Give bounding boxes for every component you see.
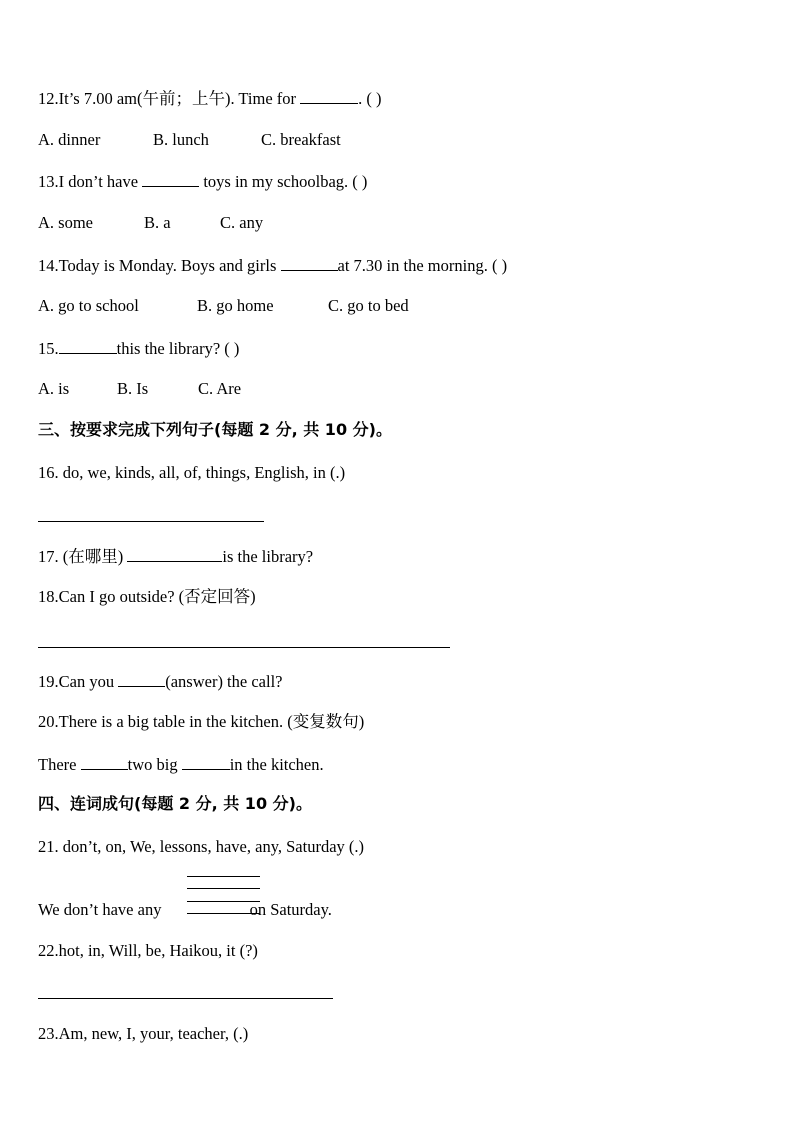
q12-option-c[interactable]: C. breakfast — [261, 130, 341, 149]
q15-option-a[interactable]: A. is — [38, 379, 70, 398]
q18-answer-line[interactable] — [38, 647, 450, 648]
q21-answer-end: on Saturday. — [249, 900, 332, 919]
q20-answer-mid: two big — [127, 755, 178, 774]
q20-answer — [38, 754, 324, 775]
question-16: 16. do, we, kinds, all, of, things, English, in (.) — [38, 463, 346, 482]
q15-stem: 15. — [38, 339, 59, 358]
q13-option-b[interactable]: B. a — [144, 213, 171, 232]
q20-answer-start: There — [38, 755, 77, 774]
q20-blank-2[interactable] — [182, 754, 230, 770]
q12-stem-end: . ( ) — [358, 89, 382, 108]
question-22: 22.hot, in, Will, be, Haikou, it (?) — [38, 941, 258, 960]
q17-blank[interactable] — [127, 546, 222, 562]
q14-option-c[interactable]: C. go to bed — [328, 296, 409, 315]
question-23: 23.Am, new, I, your, teacher, (.) — [38, 1024, 249, 1043]
question-17 — [38, 546, 313, 567]
q19-stem-end: (answer) the call? — [165, 672, 283, 691]
q12-blank[interactable] — [300, 88, 358, 104]
question-14 — [38, 255, 507, 276]
q14-options — [38, 296, 409, 316]
q13-stem-end: toys in my schoolbag. ( ) — [203, 172, 368, 191]
question-15 — [38, 338, 239, 359]
q12-option-b[interactable]: B. lunch — [153, 130, 209, 149]
question-19 — [38, 671, 282, 692]
question-18: 18.Can I go outside? (否定回答) — [38, 587, 256, 606]
q20-blank-1[interactable] — [81, 754, 128, 770]
q13-option-a[interactable]: A. some — [38, 213, 93, 232]
question-21: 21. don’t, on, We, lessons, have, any, Saturday (.) — [38, 837, 365, 856]
q14-blank[interactable] — [281, 255, 338, 271]
q15-stem-end: this the library? ( ) — [116, 339, 240, 358]
q22-answer-line[interactable] — [38, 998, 333, 999]
q21-answer-start: We don’t have any — [38, 900, 162, 919]
q14-option-a[interactable]: A. go to school — [38, 296, 139, 315]
q17-stem-end: is the library? — [222, 547, 314, 566]
q14-option-b[interactable]: B. go home — [197, 296, 274, 315]
q12-options — [38, 130, 341, 150]
q19-blank[interactable] — [118, 671, 165, 687]
q12-option-a[interactable]: A. dinner — [38, 130, 101, 149]
question-12 — [38, 88, 382, 109]
q19-stem: 19.Can you — [38, 672, 115, 691]
q13-option-c[interactable]: C. any — [220, 213, 264, 232]
question-13 — [38, 171, 367, 192]
q13-blank[interactable] — [142, 171, 199, 187]
q14-stem: 14.Today is Monday. Boys and girls — [38, 256, 277, 275]
q15-options — [38, 379, 241, 399]
q14-stem-end: at 7.30 in the morning. ( ) — [337, 256, 508, 275]
q21-answer — [38, 900, 332, 920]
q15-blank[interactable] — [59, 338, 117, 354]
section-3-heading: 三、按要求完成下列句子(每题 2 分, 共 10 分)。 — [38, 420, 392, 439]
q13-options — [38, 213, 263, 233]
q16-answer-line[interactable] — [38, 521, 264, 522]
q12-stem: 12.It’s 7.00 am(午前；上午). Time for — [38, 89, 297, 108]
q15-option-c[interactable]: C. Are — [198, 379, 242, 398]
q20-answer-end: in the kitchen. — [229, 755, 324, 774]
q17-stem: 17. (在哪里) — [38, 547, 124, 566]
q15-option-b[interactable]: B. Is — [117, 379, 149, 398]
section-4-heading: 四、连词成句(每题 2 分, 共 10 分)。 — [38, 794, 312, 813]
question-20: 20.There is a big table in the kitchen. (变复数句) — [38, 712, 365, 731]
q13-stem: 13.I don’t have — [38, 172, 139, 191]
